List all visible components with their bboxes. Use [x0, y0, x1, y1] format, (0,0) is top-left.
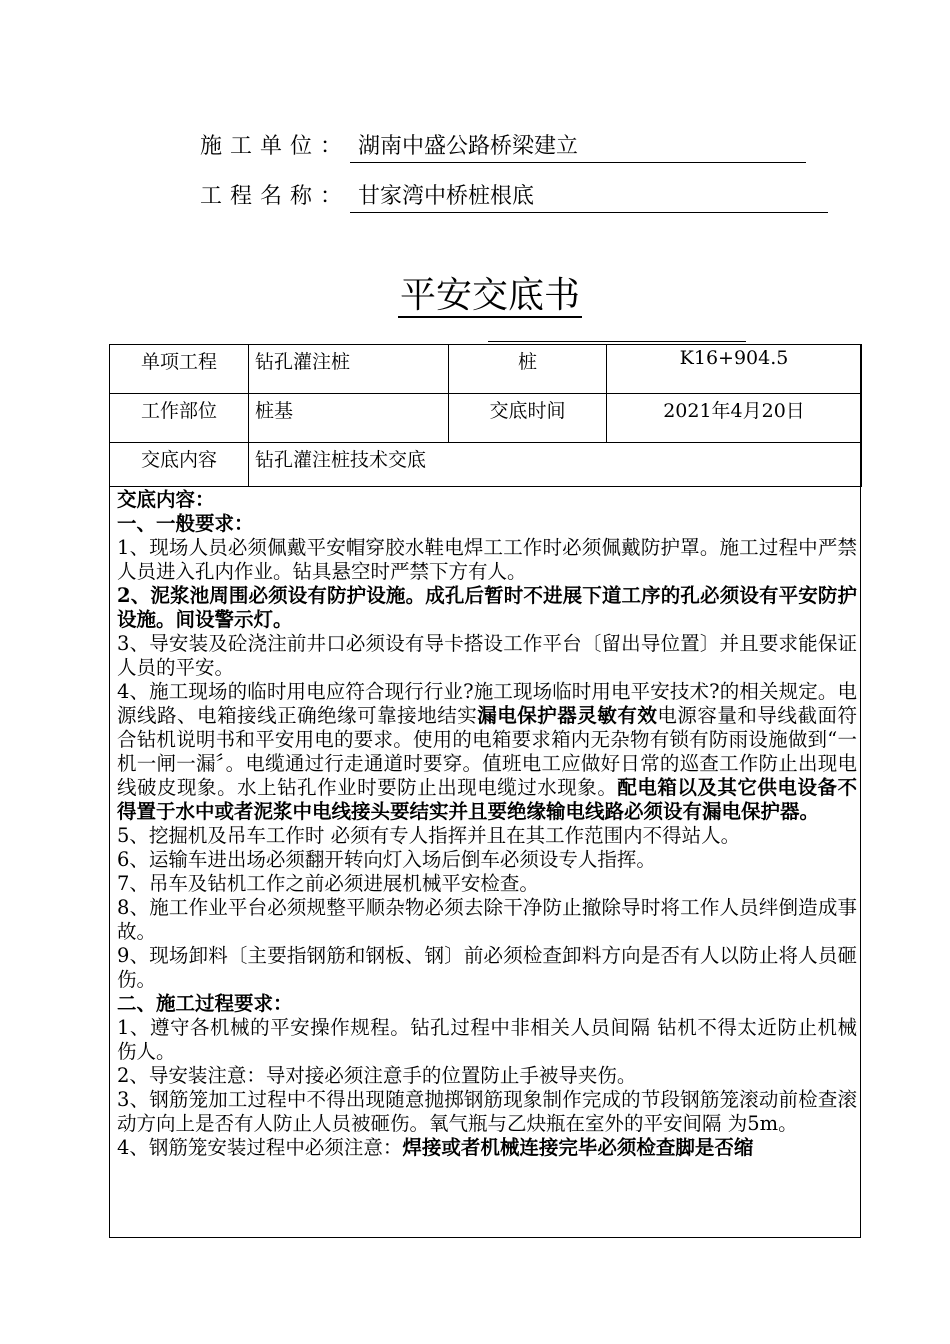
paragraph: 7、吊车及钻机工作之前必须进展机械平安检查。 — [117, 872, 539, 895]
paragraph: 2、导安装注意：导对接必须注意手的位置防止手被导夹伤。 — [117, 1064, 637, 1087]
section-title: 一、一般要求： — [117, 512, 254, 535]
paragraph: 4、施工现场的临时用电应符合现行行业?施工现场临时用电平安技术?的相关规定。电源线路、电箱接线正确绝缘可靠接地结实漏电保护器灵敏有效电源容量和导线截面符合钻机说明书和平安用电的要求。使用的电箱要求箱内无杂物有锁有防雨设施做到“一机一闸一漏〞。电缆通过行走通道时要穿。值班电工应做好日常的巡查工作防止出现电线破皮现象。水上钻孔作业时要防止出现电缆过水现象。配电箱以及其它供电设备不得置于水中或者泥浆中电线接头要结实并且要绝缘输电线路必须设有漏电保护器。 — [117, 680, 857, 823]
paragraph: 5、挖掘机及吊车工作时 必须有专人指挥并且在其工作范围内不得站人。 — [117, 824, 741, 847]
paragraph: 3、导安装及砼浇注前井口必须设有导卡搭设工作平台〔留出导位置〕并且要求能保证人员的平安。 — [117, 632, 857, 679]
content-heading: 交底内容： — [117, 488, 215, 511]
paragraph: 9、现场卸料〔主要指钢筋和钢板、钢〕前必须检查卸料方向是否有人以防止将人员砸伤。 — [117, 944, 857, 991]
table-row — [110, 345, 862, 394]
paragraph: 1、现场人员必须佩戴平安帽穿胶水鞋电焊工工作时必须佩戴防护罩。施工过程中严禁人员进入孔内作业。钻具悬空时严禁下方有人。 — [117, 536, 857, 583]
table-cell: 桩基 — [249, 394, 449, 443]
project-name-line — [200, 182, 828, 213]
section-title: 二、施工过程要求： — [117, 992, 293, 1015]
table-cell: 钻孔灌注桩 — [249, 345, 449, 394]
construction-unit-line — [200, 132, 806, 163]
project-name-label: 工程名称： — [200, 184, 351, 209]
meta-table — [109, 344, 862, 487]
table-cell: 交底内容 — [110, 443, 249, 487]
document-title: 平安交底书 — [399, 275, 580, 316]
table-cell: 2021年4月20日 — [607, 394, 862, 443]
project-name-value: 甘家湾中桥桩根底 — [350, 182, 828, 213]
title-rule — [488, 341, 746, 342]
paragraph: 3、钢筋笼加工过程中不得出现随意抛掷钢筋现象制作完成的节段钢筋笼滚动前检查滚动方向上是否有人防止人员被砸伤。氧气瓶与乙炔瓶在室外的平安间隔 为5m。 — [117, 1088, 857, 1135]
briefing-body — [117, 488, 857, 1160]
table-cell: 钻孔灌注桩技术交底 — [249, 443, 862, 487]
paragraph: 2、泥浆池周围必须设有防护设施。成孔后暂时不进展下道工序的孔必须设有平安防护设施。间设警示灯。 — [117, 584, 857, 631]
paragraph: 4、钢筋笼安装过程中必须注意：焊接或者机械连接完毕必须检查脚是否缩 — [117, 1136, 754, 1159]
construction-unit-label: 施工单位： — [200, 134, 351, 159]
table-cell: 桩 — [449, 345, 607, 394]
paragraph: 8、施工作业平台必须规整平顺杂物必须去除干净防止撤除导时将工作人员绊倒造成事故。 — [117, 896, 857, 943]
table-cell: K16+904.5 — [607, 345, 862, 394]
table-cell: 交底时间 — [449, 394, 607, 443]
construction-unit-value: 湖南中盛公路桥梁建立 — [350, 132, 806, 163]
table-cell: 单项工程 — [110, 345, 249, 394]
table-cell: 工作部位 — [110, 394, 249, 443]
paragraph: 6、运输车进出场必须翻开转向灯入场后倒车必须设专人指挥。 — [117, 848, 656, 871]
table-row — [110, 443, 862, 487]
table-row — [110, 394, 862, 443]
paragraph: 1、遵守各机械的平安操作规程。钻孔过程中非相关人员间隔 钻机不得太近防止机械伤人。 — [117, 1016, 857, 1063]
